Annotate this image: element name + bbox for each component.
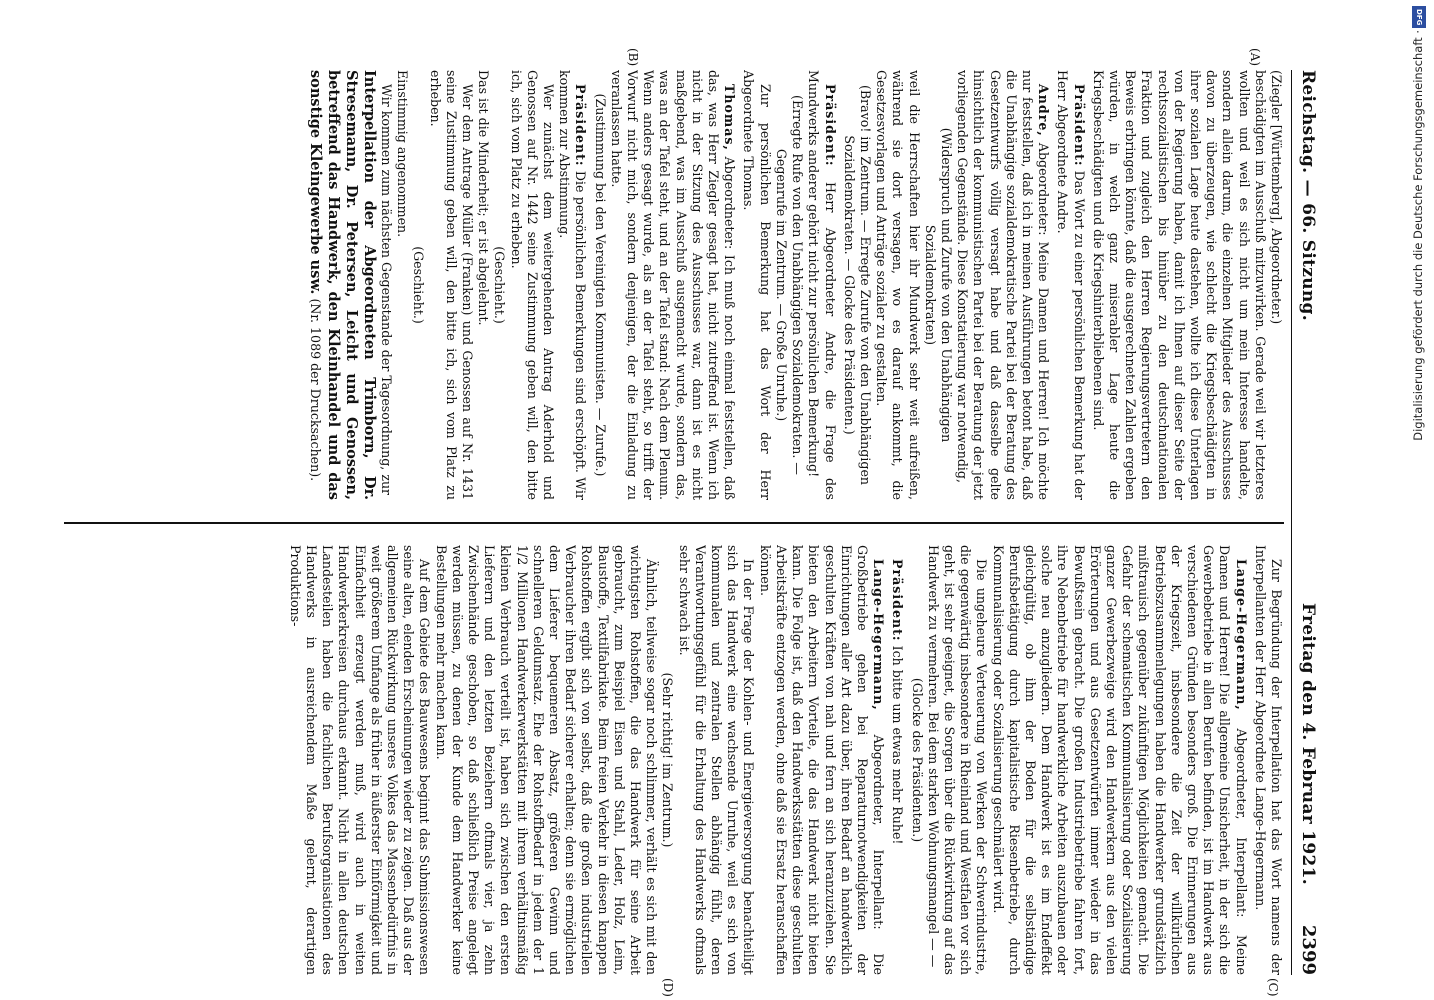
- page-number: 2399: [1298, 924, 1319, 975]
- paragraph: In der Frage der Kohlen- und Energieversorgung benachteiligt sich das Handwerk eine wachsende Unruhe, weil es sich von kommunalen und zentralen Stellen abhängig fühlt, deren Verantwortungsgefühl für die Erhaltung des Handwerks oftmals sehr schwach ist.: [676, 545, 757, 975]
- interjection: (Widerspruch und Zurufe von den Unabhängigen Sozialdemokraten): [922, 127, 954, 443]
- speaker-name: Thomas,: [722, 84, 738, 151]
- agenda-reference: (Nr. 1089 der Drucksachen).: [307, 298, 323, 482]
- margin-marker-c: (C): [1266, 978, 1280, 997]
- column-divider: [64, 522, 1284, 524]
- paragraph: Einstimmig angenommen.: [395, 70, 411, 238]
- paragraph: Ähnlich, teilweise sogar noch schlimmer, verhält es sich mit den wichtigsten Rohstoffen, die das Handwerk für seine Arbeit gebraucht, zum Beispiel Eisen und Stahl, Leder, Holz, Leim, Baustoffe, Textilfabrikate. Beim freien Verkehr in diesen knappen Rohstoffen ergibt sich von selbst, daß die großen industriellen Verbraucher ihren Bedarf sicherer erhalten; denn sie ermöglichen dem Lieferer bequemeren Absatz, größeren Gewinn und schnelleren Geldumsatz. Ehe der Rohstoffbedarf in jedem der 1 1/2 Millionen Handwerkerwerkstätten mit ihrem verhältnismäßig kleinen Verbrauch verteilt ist, haben sich zwischen den ersten Lieferern und den letzten Beziehern oftmals vier, ja zehn Zwischenhände geschoben, so daß schließlich Preise angelegt werden müssen, zu denen der Kunde dem Handwerker keine Bestellungen mehr machen kann.: [433, 545, 660, 975]
- interjection: (Geschieht.): [411, 246, 427, 324]
- paragraph: Zur persönlichen Bemerkung hat das Wort der Herr Abgeordnete Thomas.: [741, 70, 773, 500]
- paragraph: [1054, 70, 1086, 500]
- credit-text: Digitalisierung gefördert durch die Deutsche Forschungsgemeinschaft ·: [1411, 30, 1425, 441]
- paragraph: [989, 545, 1248, 975]
- speaker-continuation: (Ziegler [Württemberg], Abgeordneter.): [1269, 70, 1284, 325]
- paragraph: [608, 70, 738, 500]
- speaker-name: Präsident:: [573, 84, 589, 167]
- paragraph: [805, 70, 837, 500]
- speech-text: Ich bitte um etwas mehr Ruhe!: [890, 645, 906, 845]
- paragraph: Die ungeheure Verteuerung von Werken der Schwerindustrie, die gegenwärtig insbesondere in Rheinland und Westfalen vor sich geht, ist sehr geeignet, die Sorgen über die Rückwirkung auf das Handwerk zu vermehren. Bei dem starken Wohnungsmangel — —: [925, 545, 990, 975]
- paragraph: Wer dem Antrage Müller (Franken) und Genossen auf Nr. 1431 seine Zustimmung geben will, den bitte ich, sich vom Platz zu erheben.: [427, 70, 476, 500]
- paragraph: [889, 545, 905, 975]
- interjection: (Glocke des Präsidenten.): [909, 677, 925, 843]
- paragraph: [954, 70, 1051, 500]
- paragraph: Zur Begründung der Interpellation hat das Wort namens der Interpellanten der Herr Abgeordnete Lange-Hegermann.: [1252, 545, 1284, 975]
- speech-text: Abgeordneter, Interpellant: Die Großbetriebe gehen bei Reparaturnotwendigkeiten der Einrichtungen aller Art dazu über, ihren Bedarf an handwerklich geschulten Kräften von nah und fern an sich heranzuziehen. Sie bieten den Arbeitern Vorteile, die das Handwerk nicht bieten kann. Die Folge ist, daß den Handwerksstätten diese geschulten Arbeitskräfte entzogen werden, ohne daß sie Ersatz heranschaffen können.: [757, 545, 887, 975]
- speaker-name: Lange-Hegermann,: [871, 559, 887, 711]
- margin-marker-a: (A): [1248, 48, 1262, 67]
- interjection: (Erregte Rufe von den Unabhängigen Sozialdemokraten. — Gegenrufe im Zentrum. — Große Unruhe.): [773, 95, 806, 475]
- left-column: [34, 70, 1284, 500]
- interjection: (Zustimmung bei den Vereinigten Kommunisten. — Zurufe.): [592, 93, 608, 477]
- speaker-name: Präsident:: [1071, 84, 1087, 167]
- speaker-name: Präsident:: [890, 559, 906, 642]
- digitization-credit: [1403, 0, 1434, 1000]
- speaker-name: Andre,: [1036, 84, 1052, 137]
- speech-text: Das Wort zu einer persönlichen Bemerkung hat der Herr Abgeordnete Andre.: [1055, 70, 1087, 500]
- header-session: Reichstag. — 66. Sitzung.: [1298, 70, 1318, 321]
- speech-text: Die persönlichen Bemerkungen sind erschöpft. Wir kommen zur Abstimmung.: [557, 70, 589, 500]
- agenda-item: [306, 70, 378, 500]
- interjection: (Sehr richtig! im Zentrum.): [660, 672, 676, 848]
- speech-text: Herr Abgeordneter Andre, die Frage des Mundwerks anderer gehört nicht zur persönlichen Bemerkung!: [806, 70, 838, 500]
- paragraph: [556, 70, 588, 500]
- speaker-name: Lange-Hegermann,: [1233, 559, 1249, 711]
- dfg-logo: DFG: [1412, 6, 1426, 28]
- paragraph: Auf dem Gebiete des Bauwesens beginnt das Submissionswesen seine alten, elenden Erscheinungen wieder zu zeigen. Daß aus der allgemeinen Rückwirkung unseres Volkes das Massenbedürfnis in weit größerem Umfange als früher in äußerster Einförmigkeit und Einfachheit erzeugt werden muß, wird auch in weiten Handwerkerkreisen durchaus erkannt. Nicht in allen deutschen Landesteilen haben die fachlichen Berufsorganisationen des Handwerks in ausreichendem Maße gelernt, derartigen Produktions-: [287, 545, 433, 975]
- paragraph: Wir kommen zum nächsten Gegenstande der Tagesordnung, zur: [379, 84, 395, 496]
- speech-text: Abgeordneter: Ich muß noch einmal feststellen, daß das, was Herr Ziegler gesagt hat, nicht zutreffend ist. Wenn ich nicht in der Sitzung des Ausschusses war, dann ist es nicht maßgebend, was im Ausschuß ausgemacht wurde, sondern das, was an der Tafel steht, und an der Tafel stand: Nach dem Plenum. Wenn anders gesagt wurde, als an der Tafel steht, so trifft der Vorwurf nicht mich, sondern denjenigen, der die Einladung zu veranlassen hatte.: [608, 70, 738, 500]
- speaker-name: Präsident:: [822, 84, 838, 167]
- speech-text: Abgeordneter, Interpellant: Meine Damen und Herren! Die allgemeine Unsicherheit, in der sich die Gewerbebetriebe in allen Berufen befinden, ist im Handwerk aus verschiedenen Gründen besonders groß. Die Erinnerungen aus der Kriegszeit, insbesondere die Zeit der willkürlichen Betriebszusammenlegungen haben die Handwerker grundsätzlich mißtrauisch gegenüber zukünftigen Möglichkeiten gemacht. Die Gefahr der schematischen Kommunalisierung oder Sozialisierung ganzer Gewerbezweige wird den Handwerkern aus den vielen Erörterungen und aus Gesetzentwürfen immer wieder in das Bewußtsein gebracht. Die großen Industriebetriebe fahren fort, ihre Nebenbetriebe für handwerkliche Arbeiten auszubauen oder solche neu anzugliedern. Dem Handwerk ist es im Endeffekt gleichgültig, ob ihm der Boden für die selbständige Berufsbetätigung durch kapitalistische Riesenbetriebe, durch Kommunalisierung oder Sozialisierung geschmälert wird.: [990, 545, 1249, 975]
- paragraph: [757, 545, 887, 975]
- margin-marker-b: (B): [626, 48, 640, 67]
- document-page: [10, 0, 1340, 1000]
- paragraph: Wer zunächst dem weitergehenden Antrag Aderhold und Genossen auf Nr. 1442 seine Zustimmung geben will, den bitte ich, sich vom Platz zu erheben.: [508, 70, 557, 500]
- interjection: (Geschieht.): [492, 246, 508, 324]
- paragraph: beschädigten im Ausschuß mitzuwirken. Gerade weil wir letzteres wollten und weil es sich nicht um mein Interesse handelte, sondern allein darum, die einzelnen Mitglieder des Ausschusses davon zu überzeugen, wie schlecht die Kriegsbeschädigten in ihrer sozialen Lage heute dastehen, wollte ich diese Unterlagen von der Regierung haben, damit ich Ihnen auf dieser Seite der rechtssozialistischen bis hinüber zu den deutschnationalen Fraktion und zugleich den Herren Regierungsvertretern den Beweis erbringen könnte, daß die ausgerechneten Zahlen ergeben würden, in welch ganz miserabler Lage heute die Kriegsbeschädigten und die Kriegshinterbliebenen sind.: [1090, 70, 1268, 500]
- agenda-title: Interpellation der Abgeordneten Trimborn, Dr. Stresemann, Dr. Petersen, Leicht und Genossen, betreffend das Handwerk, den Kleinhandel und das sonstige Kleingewerbe usw.: [306, 70, 378, 500]
- interjection: (Bravo! im Zentrum. — Erregte Zurufe von den Unabhängigen Sozialdemokraten. — Glocke des Präsidenten.): [841, 84, 873, 486]
- paragraph: Das ist die Minderheit; er ist abgelehnt.: [476, 70, 492, 326]
- header-date: Freitag den 4. Februar 1921.: [1298, 602, 1318, 885]
- paragraph: weil die Herrschaften hier ihr Mundwerk sehr weit aufreißen, während sie dort versagen, wo es darauf ankommt, die Gesetzesvorlagen und Anträge sozialer zu gestalten.: [874, 70, 922, 500]
- margin-marker-d: (D): [661, 978, 675, 997]
- speech-text: Abgeordneter: Meine Damen und Herren! Ich möchte nur feststellen, daß ich in meinen Ausführungen betont habe, daß die Unabhängige sozialdemokratische Partei bei der Beratung des Gesetzentwurfs völlig versagt habe und daß dasselbe gelte hinsichtlich der kommunistischen Partei bei der Beratung der jetzt vorliegenden Gegenstände. Diese Konstatierung war notwendig,: [955, 70, 1052, 500]
- right-column: [34, 545, 1284, 975]
- page-header: [1291, 70, 1336, 975]
